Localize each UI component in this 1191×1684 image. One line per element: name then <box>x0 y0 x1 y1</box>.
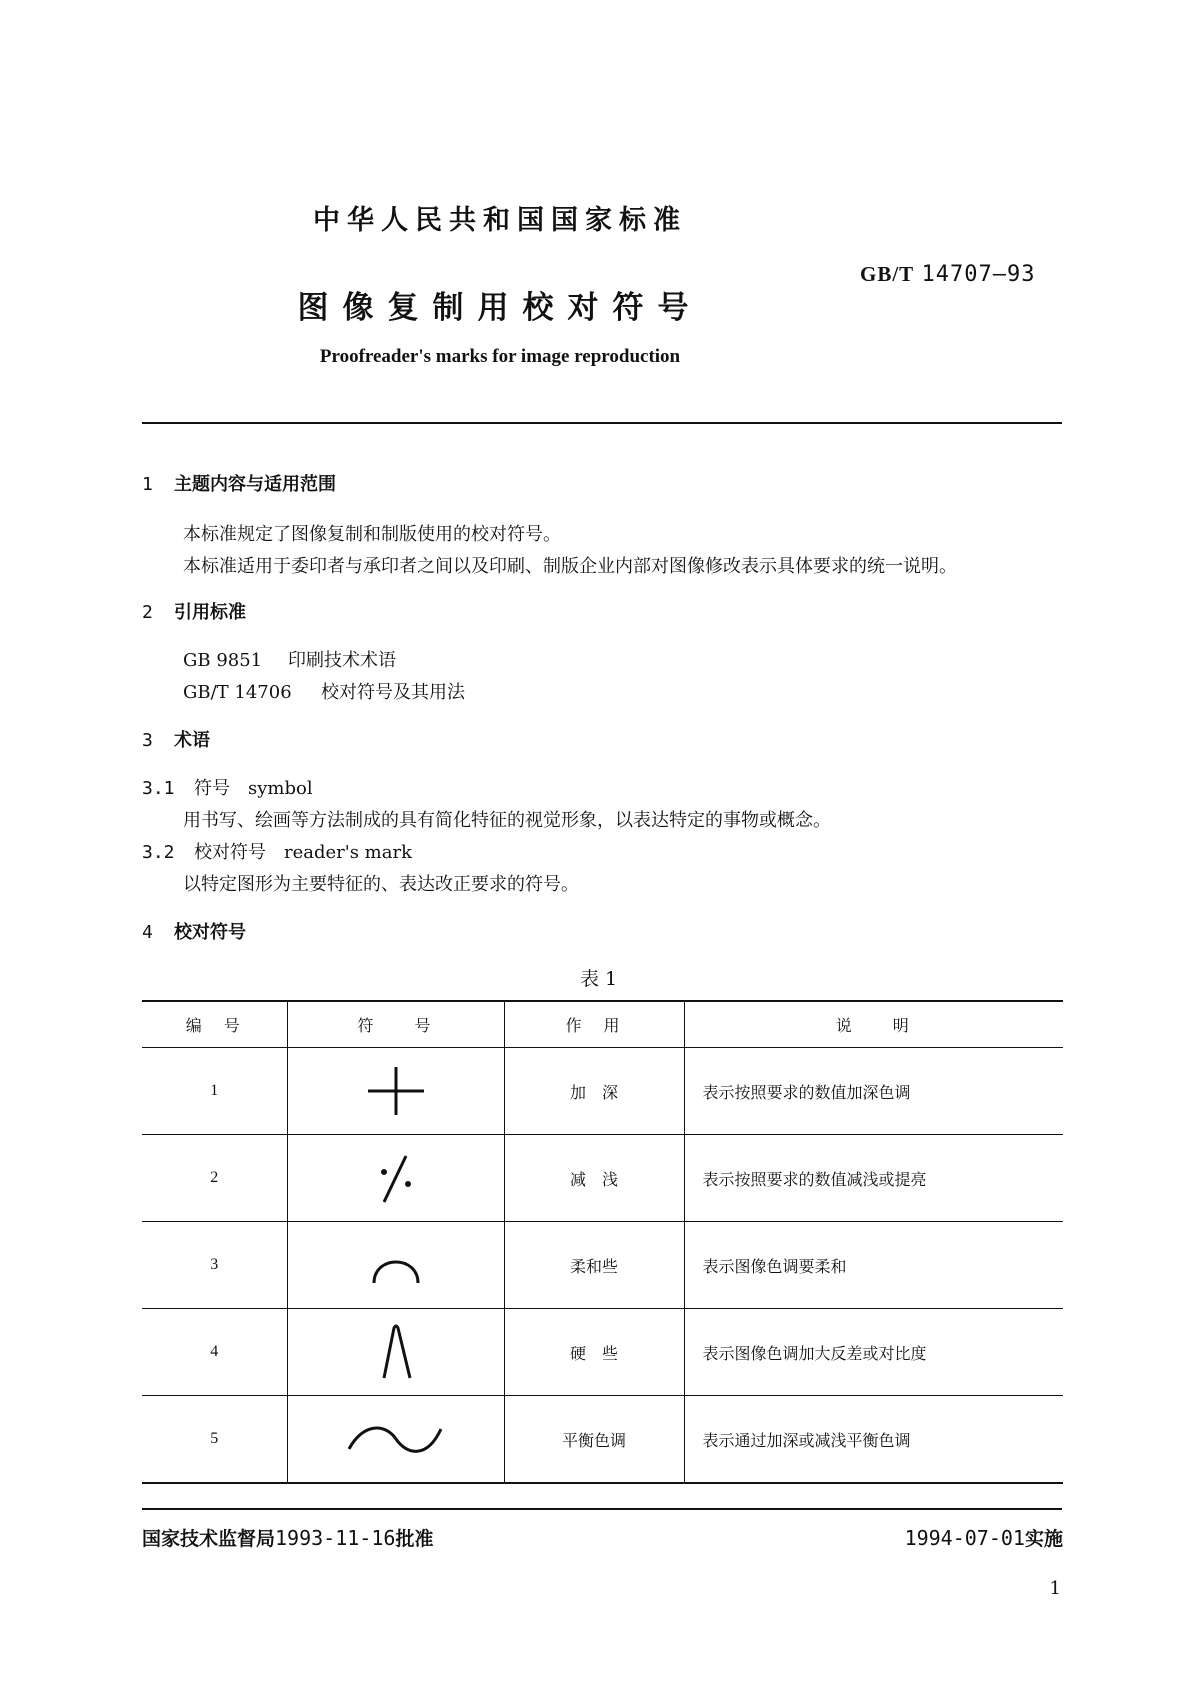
row-description: 表示图像色调要柔和 <box>684 1222 1063 1309</box>
document-title-cn: 图像复制用校对符号 <box>297 290 703 326</box>
table-row <box>142 1222 1063 1309</box>
term-number: 3.2 <box>142 842 175 863</box>
section-4-heading <box>142 918 246 944</box>
approval-org: 国家技术监督局 <box>142 1528 276 1550</box>
section-number: 2 <box>142 602 153 623</box>
slash-dots-mark-icon <box>356 1148 436 1208</box>
section-2-heading <box>142 598 246 624</box>
row-description: 表示图像色调加大反差或对比度 <box>684 1309 1063 1396</box>
proofreader-marks-table <box>142 1000 1063 1484</box>
row-symbol <box>287 1135 504 1222</box>
section-title: 引用标准 <box>174 602 246 623</box>
row-number: 3 <box>142 1222 287 1309</box>
reference-code: GB 9851 <box>183 650 263 671</box>
implementation-date: 1994-07-01 <box>904 1526 1025 1550</box>
row-number: 1 <box>142 1048 287 1135</box>
table-row <box>142 1309 1063 1396</box>
row-symbol <box>287 1048 504 1135</box>
row-number: 4 <box>142 1309 287 1396</box>
arc-mark-icon <box>356 1235 436 1295</box>
reference-name: 印刷技术术语 <box>288 650 396 671</box>
table-row <box>142 1135 1063 1222</box>
table-header-row <box>142 1001 1063 1048</box>
standard-prefix: GB/T <box>860 262 915 286</box>
approval-label: 批准 <box>395 1528 434 1550</box>
term-en: reader's mark <box>284 842 412 863</box>
header-symbol: 符 号 <box>287 1001 504 1048</box>
row-number: 2 <box>142 1135 287 1222</box>
reference-item <box>183 678 465 704</box>
table-row <box>142 1048 1063 1135</box>
implementation-line <box>905 1524 1063 1551</box>
footer-divider <box>142 1508 1062 1510</box>
section-title: 术语 <box>174 730 210 751</box>
page-number: 1 <box>1049 1578 1061 1599</box>
header-number: 编 号 <box>142 1001 287 1048</box>
approval-line <box>142 1524 433 1551</box>
term-number: 3.1 <box>142 778 175 799</box>
row-description: 表示按照要求的数值加深色调 <box>684 1048 1063 1135</box>
section-number: 3 <box>142 730 153 751</box>
row-effect: 平衡色调 <box>504 1396 684 1484</box>
approval-date: 1993-11-16 <box>275 1526 396 1550</box>
section-number: 4 <box>142 922 153 943</box>
row-effect: 硬 些 <box>504 1309 684 1396</box>
reference-item <box>183 646 396 672</box>
section-1-heading <box>142 470 336 496</box>
term-heading <box>142 774 313 800</box>
organization-name: 中华人民共和国国家标准 <box>313 205 687 236</box>
section-1-para-1: 本标准规定了图像复制和制版使用的校对符号。 <box>183 524 561 545</box>
row-effect: 柔和些 <box>504 1222 684 1309</box>
row-symbol <box>287 1222 504 1309</box>
reference-code: GB/T 14706 <box>183 682 292 703</box>
section-1-para-2: 本标准适用于委印者与承印者之间以及印刷、制版企业内部对图像修改表示具体要求的统一说明。 <box>183 556 957 577</box>
caret-mark-icon <box>356 1322 436 1382</box>
term-en: symbol <box>248 778 313 799</box>
implementation-label: 实施 <box>1024 1528 1063 1550</box>
row-symbol <box>287 1309 504 1396</box>
row-symbol <box>287 1396 504 1484</box>
table-caption: 表 1 <box>580 968 618 990</box>
row-description: 表示通过加深或减浅平衡色调 <box>684 1396 1063 1484</box>
section-title: 主题内容与适用范围 <box>174 474 336 495</box>
term-cn: 校对符号 <box>194 842 266 863</box>
reference-name: 校对符号及其用法 <box>321 682 465 703</box>
plus-mark-icon <box>356 1061 436 1121</box>
wave-mark-icon <box>341 1409 451 1469</box>
section-title: 校对符号 <box>174 922 246 943</box>
row-number: 5 <box>142 1396 287 1484</box>
row-effect: 加 深 <box>504 1048 684 1135</box>
standard-number: 14707—93 <box>921 262 1036 287</box>
header-divider <box>142 422 1062 424</box>
term-definition: 以特定图形为主要特征的、表达改正要求的符号。 <box>183 874 579 895</box>
header-effect: 作 用 <box>504 1001 684 1048</box>
document-title-en: Proofreader's marks for image reproduction <box>319 346 681 367</box>
term-definition: 用书写、绘画等方法制成的具有简化特征的视觉形象，以表达特定的事物或概念。 <box>183 810 831 831</box>
header-description: 说 明 <box>684 1001 1063 1048</box>
section-number: 1 <box>142 474 153 495</box>
term-heading <box>142 838 412 864</box>
row-effect: 减 浅 <box>504 1135 684 1222</box>
table-row <box>142 1396 1063 1484</box>
section-3-heading <box>142 726 210 752</box>
term-cn: 符号 <box>194 778 230 799</box>
row-description: 表示按照要求的数值减浅或提亮 <box>684 1135 1063 1222</box>
